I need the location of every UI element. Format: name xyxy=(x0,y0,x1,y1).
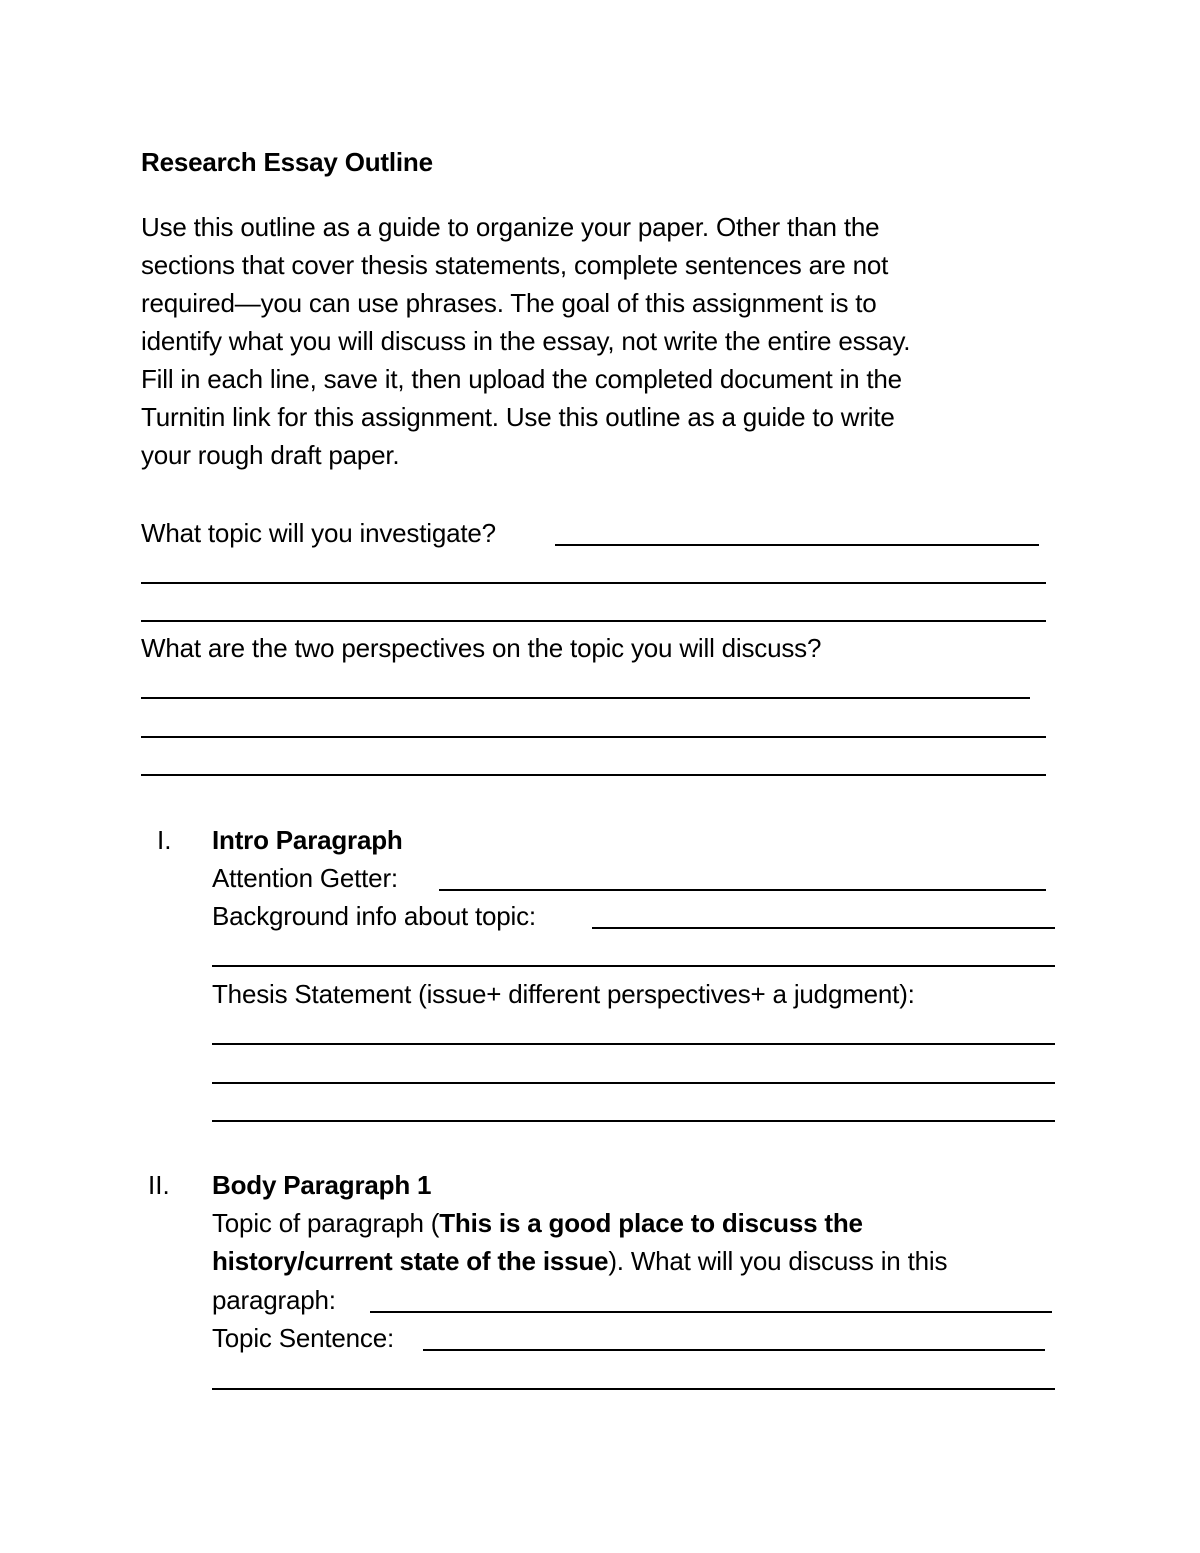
attention-getter-label: Attention Getter: xyxy=(212,863,398,893)
intro-line: Fill in each line, save it, then upload the completed document in the xyxy=(141,364,902,394)
topic-answer-line[interactable] xyxy=(555,544,1039,546)
intro-line: Turnitin link for this assignment. Use this outline as a guide to write xyxy=(141,402,895,432)
thesis-statement-line[interactable] xyxy=(212,1082,1055,1084)
intro-line: identify what you will discuss in the essay, not write the entire essay. xyxy=(141,326,911,356)
background-info-line[interactable] xyxy=(212,965,1055,967)
topic-of-paragraph-line-1 xyxy=(212,1204,863,1242)
attention-getter-line[interactable] xyxy=(439,889,1046,891)
perspectives-question-label: What are the two perspectives on the topic you will discuss? xyxy=(141,633,822,663)
topic-paragraph-line[interactable] xyxy=(370,1311,1052,1313)
topic-bold-text: This is a good place to discuss the xyxy=(439,1208,863,1238)
section-numeral: II. xyxy=(148,1170,170,1200)
intro-line: sections that cover thesis statements, complete sentences are not xyxy=(141,250,889,280)
intro-line: Use this outline as a guide to organize your paper. Other than the xyxy=(141,212,880,242)
intro-line: your rough draft paper. xyxy=(141,440,400,470)
background-info-label: Background info about topic: xyxy=(212,901,536,931)
perspectives-answer-line[interactable] xyxy=(141,774,1046,776)
topic-paragraph-label: paragraph: xyxy=(212,1285,336,1315)
topic-suffix: ). What will you discuss in this xyxy=(608,1246,948,1276)
topic-bold-text: history/current state of the issue xyxy=(212,1246,609,1276)
section-heading-body-1: Body Paragraph 1 xyxy=(212,1170,432,1200)
topic-question-label: What topic will you investigate? xyxy=(141,518,496,548)
topic-of-paragraph-line-2 xyxy=(212,1242,947,1280)
perspectives-answer-line[interactable] xyxy=(141,697,1030,699)
thesis-statement-label: Thesis Statement (issue+ different perspectives+ a judgment): xyxy=(212,979,915,1009)
topic-sentence-line[interactable] xyxy=(212,1388,1055,1390)
thesis-statement-line[interactable] xyxy=(212,1120,1055,1122)
document-title: Research Essay Outline xyxy=(141,147,433,177)
topic-prefix: Topic of paragraph ( xyxy=(212,1208,440,1238)
topic-answer-line[interactable] xyxy=(141,620,1046,622)
topic-sentence-line[interactable] xyxy=(423,1349,1045,1351)
topic-sentence-label: Topic Sentence: xyxy=(212,1323,395,1353)
topic-answer-line[interactable] xyxy=(141,582,1046,584)
section-numeral: I. xyxy=(157,825,172,855)
section-heading-intro: Intro Paragraph xyxy=(212,825,403,855)
intro-line: required—you can use phrases. The goal of this assignment is to xyxy=(141,288,877,318)
thesis-statement-line[interactable] xyxy=(212,1043,1055,1045)
perspectives-answer-line[interactable] xyxy=(141,736,1046,738)
background-info-line[interactable] xyxy=(592,927,1055,929)
